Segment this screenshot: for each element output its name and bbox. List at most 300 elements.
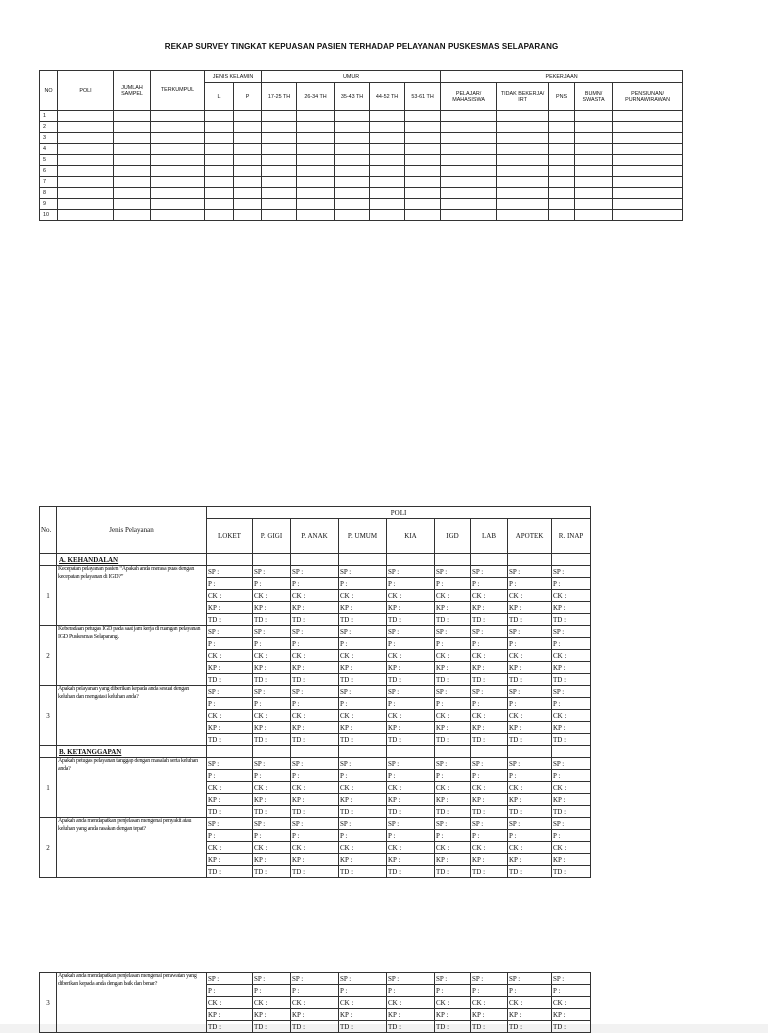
- table-row: [40, 155, 683, 166]
- data-cell: [151, 122, 205, 133]
- data-cell: [297, 166, 335, 177]
- response-code-cell: TD :: [207, 734, 253, 746]
- response-code-cell: KP :: [435, 854, 471, 866]
- table-row: [40, 166, 683, 177]
- response-code-cell: CK :: [387, 650, 435, 662]
- response-code-cell: KP :: [435, 602, 471, 614]
- data-cell: [575, 210, 613, 221]
- data-cell: [205, 122, 234, 133]
- response-code-cell: CK :: [207, 842, 253, 854]
- response-code-cell: TD :: [207, 866, 253, 878]
- response-code-cell: P :: [339, 578, 387, 590]
- response-code-cell: KP :: [207, 722, 253, 734]
- data-cell: [613, 210, 683, 221]
- response-code-cell: CK :: [339, 782, 387, 794]
- empty-cell: [387, 746, 435, 758]
- data-cell: [234, 122, 262, 133]
- response-code-cell: KP :: [339, 722, 387, 734]
- empty-cell: [253, 746, 291, 758]
- response-code-cell: KP :: [435, 1009, 471, 1021]
- response-code-cell: TD :: [387, 674, 435, 686]
- data-cell: [405, 210, 441, 221]
- table-row: [40, 686, 591, 698]
- response-code-cell: P :: [508, 985, 552, 997]
- response-code-cell: TD :: [435, 734, 471, 746]
- response-code-cell: TD :: [207, 1021, 253, 1033]
- response-code-cell: KP :: [552, 662, 591, 674]
- data-cell: [370, 133, 405, 144]
- response-code-cell: P :: [207, 770, 253, 782]
- data-cell: [441, 144, 497, 155]
- response-code-cell: CK :: [387, 710, 435, 722]
- data-cell: [151, 166, 205, 177]
- response-code-cell: CK :: [471, 997, 508, 1009]
- response-code-cell: TD :: [253, 866, 291, 878]
- data-cell: [441, 111, 497, 122]
- response-code-cell: KP :: [253, 602, 291, 614]
- response-code-cell: TD :: [471, 806, 508, 818]
- response-code-cell: P :: [339, 830, 387, 842]
- data-cell: [441, 166, 497, 177]
- data-cell: [370, 155, 405, 166]
- row-number: 7: [40, 177, 58, 188]
- response-code-cell: TD :: [552, 1021, 591, 1033]
- response-code-cell: P :: [207, 830, 253, 842]
- data-cell: [151, 111, 205, 122]
- data-cell: [549, 188, 575, 199]
- response-code-cell: P :: [253, 985, 291, 997]
- response-code-cell: CK :: [508, 782, 552, 794]
- response-code-cell: KP :: [207, 662, 253, 674]
- response-code-cell: P :: [291, 698, 339, 710]
- item-question: Keberadaan petugas IGD pada saat jam kerja di ruangan pelayanan IGD Puskesmas Selaparang.: [57, 626, 207, 686]
- data-cell: [497, 177, 549, 188]
- data-cell: [262, 188, 297, 199]
- response-code-cell: P :: [435, 830, 471, 842]
- response-code-cell: P :: [471, 578, 508, 590]
- empty-cell: [207, 746, 253, 758]
- data-cell: [58, 177, 114, 188]
- response-code-cell: P :: [508, 578, 552, 590]
- response-code-cell: SP :: [207, 566, 253, 578]
- response-code-cell: P :: [471, 638, 508, 650]
- response-code-cell: TD :: [207, 674, 253, 686]
- response-code-cell: KP :: [387, 1009, 435, 1021]
- response-code-cell: P :: [471, 770, 508, 782]
- response-code-cell: CK :: [253, 710, 291, 722]
- response-code-cell: SP :: [387, 626, 435, 638]
- data-cell: [575, 155, 613, 166]
- header-terkumpul: TERKUMPUL: [151, 71, 205, 111]
- response-code-cell: SP :: [552, 686, 591, 698]
- response-code-cell: SP :: [387, 566, 435, 578]
- header-pekerjaan-group: PNS: [549, 83, 575, 111]
- data-cell: [405, 199, 441, 210]
- response-code-cell: CK :: [291, 782, 339, 794]
- response-code-cell: CK :: [508, 710, 552, 722]
- response-code-cell: TD :: [435, 674, 471, 686]
- response-code-cell: KP :: [387, 602, 435, 614]
- data-cell: [335, 210, 370, 221]
- response-code-cell: KP :: [471, 662, 508, 674]
- response-code-cell: CK :: [508, 650, 552, 662]
- data-cell: [262, 210, 297, 221]
- data-cell: [114, 188, 151, 199]
- response-code-cell: TD :: [253, 614, 291, 626]
- response-code-cell: KP :: [339, 794, 387, 806]
- data-cell: [441, 177, 497, 188]
- response-code-cell: SP :: [471, 566, 508, 578]
- header-pekerjaan-group: TIDAK BEKERJA/ IRT: [497, 83, 549, 111]
- response-code-cell: SP :: [552, 818, 591, 830]
- response-code-cell: TD :: [552, 674, 591, 686]
- response-code-cell: KP :: [291, 602, 339, 614]
- response-code-cell: KP :: [552, 602, 591, 614]
- response-code-cell: P :: [387, 698, 435, 710]
- empty-cell: [508, 746, 552, 758]
- response-code-cell: P :: [207, 985, 253, 997]
- data-cell: [114, 144, 151, 155]
- response-code-cell: KP :: [253, 854, 291, 866]
- response-code-cell: P :: [253, 638, 291, 650]
- data-cell: [58, 122, 114, 133]
- response-code-cell: P :: [387, 638, 435, 650]
- row-number: 2: [40, 122, 58, 133]
- section-spacer: [40, 746, 57, 758]
- data-cell: [405, 111, 441, 122]
- response-code-cell: P :: [471, 830, 508, 842]
- response-code-cell: CK :: [435, 842, 471, 854]
- section-row: [40, 554, 591, 566]
- data-cell: [205, 144, 234, 155]
- data-cell: [405, 122, 441, 133]
- row-number: 6: [40, 166, 58, 177]
- response-code-cell: KP :: [552, 1009, 591, 1021]
- response-code-cell: P :: [471, 698, 508, 710]
- empty-cell: [508, 554, 552, 566]
- data-cell: [575, 122, 613, 133]
- response-code-cell: KP :: [339, 854, 387, 866]
- response-code-cell: SP :: [387, 818, 435, 830]
- data-cell: [405, 155, 441, 166]
- data-cell: [575, 111, 613, 122]
- data-cell: [441, 155, 497, 166]
- response-code-cell: TD :: [552, 866, 591, 878]
- item-number: 1: [40, 566, 57, 626]
- data-cell: [549, 177, 575, 188]
- response-code-cell: CK :: [471, 842, 508, 854]
- response-code-cell: TD :: [207, 806, 253, 818]
- response-code-cell: SP :: [207, 686, 253, 698]
- data-cell: [370, 122, 405, 133]
- response-code-cell: TD :: [471, 866, 508, 878]
- response-code-cell: TD :: [339, 1021, 387, 1033]
- response-code-cell: CK :: [291, 997, 339, 1009]
- data-cell: [58, 199, 114, 210]
- response-code-cell: TD :: [253, 1021, 291, 1033]
- data-cell: [335, 155, 370, 166]
- response-code-cell: KP :: [339, 602, 387, 614]
- response-code-cell: SP :: [435, 686, 471, 698]
- response-code-cell: CK :: [435, 997, 471, 1009]
- response-code-cell: SP :: [508, 818, 552, 830]
- response-code-cell: KP :: [291, 854, 339, 866]
- response-code-cell: SP :: [207, 626, 253, 638]
- response-code-cell: CK :: [471, 590, 508, 602]
- response-code-cell: CK :: [508, 590, 552, 602]
- response-code-cell: CK :: [552, 710, 591, 722]
- response-code-cell: P :: [552, 770, 591, 782]
- response-code-cell: KP :: [387, 722, 435, 734]
- response-code-cell: P :: [291, 830, 339, 842]
- section-title: B. KETANGGAPAN: [57, 746, 207, 758]
- header-l: L: [205, 83, 234, 111]
- table-row: [40, 144, 683, 155]
- data-cell: [234, 188, 262, 199]
- poli-unit-header: IGD: [435, 519, 471, 554]
- response-code-cell: KP :: [291, 662, 339, 674]
- data-cell: [549, 122, 575, 133]
- response-code-cell: CK :: [207, 782, 253, 794]
- response-code-cell: SP :: [207, 818, 253, 830]
- row-number: 10: [40, 210, 58, 221]
- response-code-cell: SP :: [552, 973, 591, 985]
- response-code-cell: SP :: [552, 626, 591, 638]
- data-cell: [405, 133, 441, 144]
- response-code-cell: SP :: [471, 686, 508, 698]
- data-cell: [205, 210, 234, 221]
- data-cell: [497, 122, 549, 133]
- response-code-cell: P :: [339, 698, 387, 710]
- response-code-cell: KP :: [471, 854, 508, 866]
- data-cell: [58, 155, 114, 166]
- response-code-cell: SP :: [508, 758, 552, 770]
- item-number: 3: [40, 973, 57, 1033]
- data-cell: [497, 155, 549, 166]
- response-code-cell: TD :: [291, 1021, 339, 1033]
- response-code-cell: P :: [435, 698, 471, 710]
- header-jenis-kelamin: JENIS KELAMIN: [205, 71, 262, 83]
- response-code-cell: CK :: [552, 997, 591, 1009]
- empty-cell: [291, 746, 339, 758]
- data-cell: [575, 188, 613, 199]
- header-umur-group: 44-52 TH: [370, 83, 405, 111]
- data-cell: [205, 199, 234, 210]
- poli-unit-header: KIA: [387, 519, 435, 554]
- response-code-cell: KP :: [207, 854, 253, 866]
- response-code-cell: SP :: [471, 758, 508, 770]
- poli-unit-header: R. INAP: [552, 519, 591, 554]
- response-code-cell: TD :: [508, 866, 552, 878]
- response-code-cell: CK :: [471, 650, 508, 662]
- data-cell: [151, 199, 205, 210]
- response-code-cell: P :: [207, 578, 253, 590]
- response-code-cell: SP :: [435, 758, 471, 770]
- data-cell: [575, 177, 613, 188]
- header-poli: POLI: [58, 71, 114, 111]
- item-question: Apakah anda mendapatkan penjelasan mengenai perawatan yang diberikan kepada anda dengan baik dan benar?: [57, 973, 207, 1033]
- response-code-cell: SP :: [253, 626, 291, 638]
- response-code-cell: CK :: [339, 590, 387, 602]
- page-title: REKAP SURVEY TINGKAT KEPUASAN PASIEN TERHADAP PELAYANAN PUSKESMAS SELAPARANG: [164, 42, 559, 51]
- data-cell: [262, 144, 297, 155]
- data-cell: [441, 188, 497, 199]
- data-cell: [297, 199, 335, 210]
- response-code-cell: SP :: [253, 758, 291, 770]
- response-code-cell: KP :: [471, 1009, 508, 1021]
- data-cell: [497, 111, 549, 122]
- response-code-cell: P :: [291, 770, 339, 782]
- data-cell: [234, 144, 262, 155]
- response-code-cell: TD :: [291, 866, 339, 878]
- response-code-cell: KP :: [508, 854, 552, 866]
- data-cell: [114, 177, 151, 188]
- data-cell: [297, 177, 335, 188]
- response-code-cell: KP :: [253, 722, 291, 734]
- data-cell: [575, 166, 613, 177]
- response-code-cell: TD :: [387, 734, 435, 746]
- response-code-cell: CK :: [387, 997, 435, 1009]
- data-cell: [613, 155, 683, 166]
- table-row: [40, 122, 683, 133]
- data-cell: [114, 133, 151, 144]
- data-cell: [497, 199, 549, 210]
- data-cell: [58, 188, 114, 199]
- response-code-cell: KP :: [552, 854, 591, 866]
- header-pekerjaan-group: BUMN/ SWASTA: [575, 83, 613, 111]
- data-cell: [205, 166, 234, 177]
- response-code-cell: CK :: [435, 710, 471, 722]
- data-cell: [335, 166, 370, 177]
- response-code-cell: KP :: [508, 602, 552, 614]
- response-code-cell: TD :: [291, 614, 339, 626]
- response-code-cell: TD :: [291, 806, 339, 818]
- response-code-cell: P :: [387, 770, 435, 782]
- response-code-cell: SP :: [339, 758, 387, 770]
- response-code-cell: TD :: [291, 734, 339, 746]
- response-code-cell: SP :: [435, 973, 471, 985]
- response-code-cell: TD :: [253, 806, 291, 818]
- data-cell: [613, 133, 683, 144]
- response-code-cell: P :: [253, 578, 291, 590]
- response-code-cell: CK :: [552, 782, 591, 794]
- header-p: P: [234, 83, 262, 111]
- response-code-cell: P :: [508, 698, 552, 710]
- data-cell: [613, 199, 683, 210]
- item-number: 2: [40, 626, 57, 686]
- table-row: [40, 973, 591, 985]
- response-code-cell: P :: [508, 638, 552, 650]
- data-cell: [497, 144, 549, 155]
- data-cell: [549, 210, 575, 221]
- header-umur-group: 35-43 TH: [335, 83, 370, 111]
- data-cell: [262, 199, 297, 210]
- response-code-cell: SP :: [471, 973, 508, 985]
- response-code-cell: KP :: [471, 722, 508, 734]
- data-cell: [58, 133, 114, 144]
- response-code-cell: CK :: [207, 590, 253, 602]
- empty-cell: [339, 746, 387, 758]
- section-spacer: [40, 554, 57, 566]
- data-cell: [335, 177, 370, 188]
- response-code-cell: CK :: [339, 842, 387, 854]
- response-code-cell: KP :: [552, 722, 591, 734]
- response-code-cell: TD :: [339, 674, 387, 686]
- response-code-cell: CK :: [253, 782, 291, 794]
- response-code-cell: P :: [435, 638, 471, 650]
- response-code-cell: CK :: [253, 842, 291, 854]
- data-cell: [405, 188, 441, 199]
- response-code-cell: TD :: [471, 734, 508, 746]
- response-code-cell: SP :: [387, 973, 435, 985]
- response-code-cell: KP :: [207, 1009, 253, 1021]
- data-cell: [497, 133, 549, 144]
- response-code-cell: TD :: [339, 866, 387, 878]
- poli-unit-header: P. UMUM: [339, 519, 387, 554]
- response-code-cell: KP :: [471, 602, 508, 614]
- response-code-cell: TD :: [552, 806, 591, 818]
- response-code-cell: P :: [387, 985, 435, 997]
- data-cell: [370, 210, 405, 221]
- response-code-cell: SP :: [508, 973, 552, 985]
- response-code-cell: KP :: [339, 1009, 387, 1021]
- response-code-cell: TD :: [291, 674, 339, 686]
- data-cell: [151, 155, 205, 166]
- item-question: Kecepatan pelayanan pasien “Apakah anda merasa puas dengan kecepatan pelayanan di IGD?”: [57, 566, 207, 626]
- response-code-cell: CK :: [339, 997, 387, 1009]
- table-row: [40, 133, 683, 144]
- response-code-cell: SP :: [291, 973, 339, 985]
- response-code-cell: CK :: [291, 842, 339, 854]
- item-number: 3: [40, 686, 57, 746]
- response-code-cell: TD :: [253, 674, 291, 686]
- response-code-cell: P :: [508, 830, 552, 842]
- header-pekerjaan-group: PELAJAR/ MAHASISWA: [441, 83, 497, 111]
- response-code-cell: P :: [435, 578, 471, 590]
- data-cell: [114, 155, 151, 166]
- data-cell: [58, 166, 114, 177]
- data-cell: [497, 210, 549, 221]
- data-cell: [370, 166, 405, 177]
- response-code-cell: TD :: [508, 674, 552, 686]
- data-cell: [441, 199, 497, 210]
- data-cell: [441, 210, 497, 221]
- response-code-cell: SP :: [339, 686, 387, 698]
- response-code-cell: CK :: [253, 997, 291, 1009]
- data-cell: [549, 111, 575, 122]
- response-code-cell: KP :: [253, 662, 291, 674]
- response-code-cell: SP :: [339, 818, 387, 830]
- response-code-cell: KP :: [508, 794, 552, 806]
- item-number: 2: [40, 818, 57, 878]
- response-code-cell: TD :: [253, 734, 291, 746]
- response-code-cell: CK :: [339, 710, 387, 722]
- response-code-cell: SP :: [508, 626, 552, 638]
- data-cell: [613, 111, 683, 122]
- table-row: [40, 566, 591, 578]
- data-cell: [151, 188, 205, 199]
- response-code-cell: SP :: [508, 566, 552, 578]
- response-code-cell: TD :: [508, 1021, 552, 1033]
- data-cell: [151, 133, 205, 144]
- table-row: [40, 626, 591, 638]
- response-code-cell: P :: [471, 985, 508, 997]
- response-code-cell: CK :: [435, 782, 471, 794]
- response-code-cell: TD :: [471, 614, 508, 626]
- data-cell: [234, 177, 262, 188]
- response-code-cell: KP :: [339, 662, 387, 674]
- empty-cell: [207, 554, 253, 566]
